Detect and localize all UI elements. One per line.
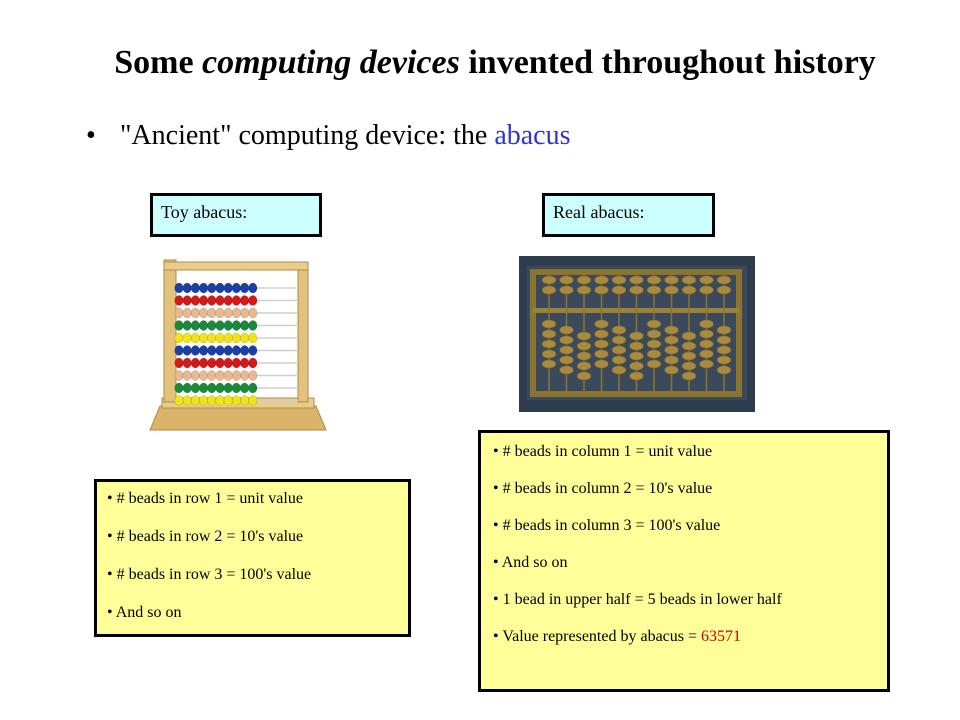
toy-bead (175, 321, 184, 331)
real-bead (595, 276, 609, 284)
toy-bead (191, 346, 200, 356)
toy-bead (249, 383, 258, 393)
toy-bead (232, 346, 241, 356)
toy-abacus-image (148, 258, 328, 434)
real-bead (630, 352, 644, 360)
toy-bead (208, 371, 217, 381)
real-bead (542, 360, 556, 368)
toy-bead (175, 358, 184, 368)
toy-bead (249, 358, 258, 368)
toy-bead (216, 358, 225, 368)
toy-bead (216, 296, 225, 306)
toy-bead (232, 383, 241, 393)
title-suffix: invented throughout history (468, 44, 876, 81)
real-bead (647, 276, 661, 284)
toy-bead (224, 396, 233, 406)
real-bead (665, 356, 679, 364)
toy-bead (216, 396, 225, 406)
real-bead (577, 332, 591, 340)
toy-bead (199, 346, 208, 356)
toy-bead (232, 283, 241, 293)
real-bead (700, 350, 714, 358)
toy-bead (199, 308, 208, 318)
toy-bead (199, 283, 208, 293)
toy-abacus-label: Toy abacus: (150, 193, 322, 237)
toy-bead (175, 296, 184, 306)
toy-bead (183, 358, 192, 368)
toy-bead (208, 321, 217, 331)
toy-bead (224, 308, 233, 318)
toy-bead (249, 371, 258, 381)
toy-bead (224, 333, 233, 343)
toy-bead (183, 308, 192, 318)
toy-bead (224, 358, 233, 368)
real-bead (682, 372, 696, 380)
toy-note-item: • # beads in row 1 = unit value (107, 490, 408, 528)
toy-bead (249, 308, 258, 318)
real-bead (665, 366, 679, 374)
real-note-value-item (493, 628, 887, 665)
toy-bead (224, 383, 233, 393)
toy-bead (199, 358, 208, 368)
real-bead (682, 276, 696, 284)
title-prefix: Some (114, 44, 194, 81)
real-bead (647, 340, 661, 348)
real-bead (612, 276, 626, 284)
real-bead (560, 356, 574, 364)
real-note-item: • # beads in column 1 = unit value (493, 443, 887, 480)
toy-bead (175, 383, 184, 393)
real-bead (595, 350, 609, 358)
real-bead (630, 332, 644, 340)
toy-bead (232, 333, 241, 343)
real-abacus-label: Real abacus: (542, 193, 715, 237)
toy-bead (224, 346, 233, 356)
toy-bead (224, 371, 233, 381)
real-bead (700, 340, 714, 348)
toy-bead (199, 371, 208, 381)
bullet-highlight: abacus (494, 120, 571, 151)
real-bead (630, 372, 644, 380)
real-bead (647, 330, 661, 338)
real-bead (560, 336, 574, 344)
toy-bead (224, 321, 233, 331)
real-bead (647, 320, 661, 328)
real-bead (717, 366, 731, 374)
toy-bead (249, 296, 258, 306)
real-bead (647, 350, 661, 358)
real-bead (717, 286, 731, 294)
toy-bead (191, 358, 200, 368)
real-bead (542, 340, 556, 348)
real-bead (542, 330, 556, 338)
real-bead (595, 330, 609, 338)
toy-bead (183, 346, 192, 356)
real-bead (700, 360, 714, 368)
toy-bead (240, 396, 249, 406)
real-bead (630, 286, 644, 294)
toy-bead (208, 308, 217, 318)
real-bead (717, 326, 731, 334)
real-bead (542, 350, 556, 358)
toy-bead (240, 346, 249, 356)
toy-bead (216, 283, 225, 293)
toy-note-item: • # beads in row 2 = 10's value (107, 528, 408, 566)
real-bead (595, 360, 609, 368)
toy-bead (232, 396, 241, 406)
real-bead (665, 346, 679, 354)
toy-bead (240, 383, 249, 393)
real-note-item: • # beads in column 3 = 100's value (493, 517, 887, 554)
toy-bead (232, 371, 241, 381)
toy-bead (208, 333, 217, 343)
real-bead (595, 340, 609, 348)
toy-bead (216, 383, 225, 393)
toy-bead (199, 333, 208, 343)
toy-bead (175, 396, 184, 406)
real-bead (717, 276, 731, 284)
toy-bead (191, 383, 200, 393)
real-bead (612, 336, 626, 344)
title-italic: computing devices (202, 44, 460, 81)
real-bead (612, 356, 626, 364)
toy-bead (183, 283, 192, 293)
toy-bead (199, 321, 208, 331)
toy-bead (216, 321, 225, 331)
real-bead (577, 352, 591, 360)
toy-bead-rows (175, 283, 298, 406)
toy-bead (240, 358, 249, 368)
toy-bead (175, 283, 184, 293)
toy-bead (249, 396, 258, 406)
toy-bead (183, 296, 192, 306)
toy-bead (183, 333, 192, 343)
real-bead (682, 352, 696, 360)
toy-bead (183, 371, 192, 381)
real-bead (665, 326, 679, 334)
toy-bead (183, 321, 192, 331)
toy-bead (216, 308, 225, 318)
toy-bead (191, 396, 200, 406)
toy-bead (240, 321, 249, 331)
toy-bead (175, 346, 184, 356)
real-bead (612, 286, 626, 294)
main-bullet (86, 120, 571, 152)
toy-bead (191, 296, 200, 306)
toy-bead (191, 308, 200, 318)
real-bead (560, 346, 574, 354)
real-bead (560, 326, 574, 334)
toy-bead (183, 383, 192, 393)
bullet-text: "Ancient" computing device: the (120, 120, 488, 151)
toy-bead (232, 321, 241, 331)
real-bead (560, 286, 574, 294)
toy-bead (224, 283, 233, 293)
real-bead (577, 286, 591, 294)
toy-bead (224, 296, 233, 306)
real-bead (630, 276, 644, 284)
toy-bead (208, 396, 217, 406)
real-note-item: • # beads in column 2 = 10's value (493, 480, 887, 517)
toy-bead (249, 333, 258, 343)
toy-abacus-notes (94, 479, 411, 637)
real-bead (682, 362, 696, 370)
real-bead (700, 320, 714, 328)
real-bead (612, 346, 626, 354)
toy-bead (240, 371, 249, 381)
toy-bead (249, 346, 258, 356)
real-bead (647, 286, 661, 294)
real-bead (542, 320, 556, 328)
toy-bead (191, 283, 200, 293)
real-bead (612, 366, 626, 374)
real-bead (630, 362, 644, 370)
toy-bead (175, 308, 184, 318)
toy-bead (208, 283, 217, 293)
real-abacus-notes (478, 430, 890, 692)
bullet-dot: • (86, 120, 96, 151)
toy-bead (208, 296, 217, 306)
real-bead (700, 330, 714, 338)
real-bead (577, 372, 591, 380)
toy-bead (216, 371, 225, 381)
real-bead (542, 286, 556, 294)
real-bead (682, 286, 696, 294)
toy-bead (249, 321, 258, 331)
real-bead (577, 342, 591, 350)
toy-bead (249, 283, 258, 293)
toy-bead (175, 371, 184, 381)
real-bead (647, 360, 661, 368)
toy-bead (199, 296, 208, 306)
toy-bead (191, 371, 200, 381)
toy-bead (199, 396, 208, 406)
real-bead (682, 342, 696, 350)
real-bead (595, 286, 609, 294)
toy-bead (232, 296, 241, 306)
real-bead (560, 276, 574, 284)
toy-note-item: • And so on (107, 604, 408, 642)
real-bead (717, 336, 731, 344)
toy-bead (208, 358, 217, 368)
real-bead (595, 320, 609, 328)
real-bead (717, 356, 731, 364)
real-bead (577, 276, 591, 284)
real-bead (665, 286, 679, 294)
toy-bead (216, 333, 225, 343)
real-bead (665, 276, 679, 284)
toy-bead (240, 296, 249, 306)
toy-bead (199, 383, 208, 393)
real-abacus-image (519, 256, 755, 412)
real-bead (717, 346, 731, 354)
real-bead (577, 362, 591, 370)
real-bead (700, 276, 714, 284)
toy-bead (232, 358, 241, 368)
real-bead (630, 342, 644, 350)
real-bead (700, 286, 714, 294)
toy-bead (240, 308, 249, 318)
toy-note-item: • # beads in row 3 = 100's value (107, 566, 408, 604)
real-bead (665, 336, 679, 344)
slide-title (0, 44, 960, 82)
toy-bead (175, 333, 184, 343)
value-prefix: Value represented by abacus = (502, 628, 698, 645)
toy-bead (216, 346, 225, 356)
real-bead (682, 332, 696, 340)
real-bead (612, 326, 626, 334)
toy-bead (208, 346, 217, 356)
real-note-item: • And so on (493, 554, 887, 591)
toy-bead (191, 321, 200, 331)
abacus-value: 63571 (701, 628, 742, 645)
toy-bead (208, 383, 217, 393)
toy-bead (191, 333, 200, 343)
real-note-item: • 1 bead in upper half = 5 beads in lower half (493, 591, 887, 628)
toy-bead (183, 396, 192, 406)
toy-bead (240, 333, 249, 343)
real-bead (542, 276, 556, 284)
real-bead (560, 366, 574, 374)
toy-bead (240, 283, 249, 293)
toy-bead (232, 308, 241, 318)
